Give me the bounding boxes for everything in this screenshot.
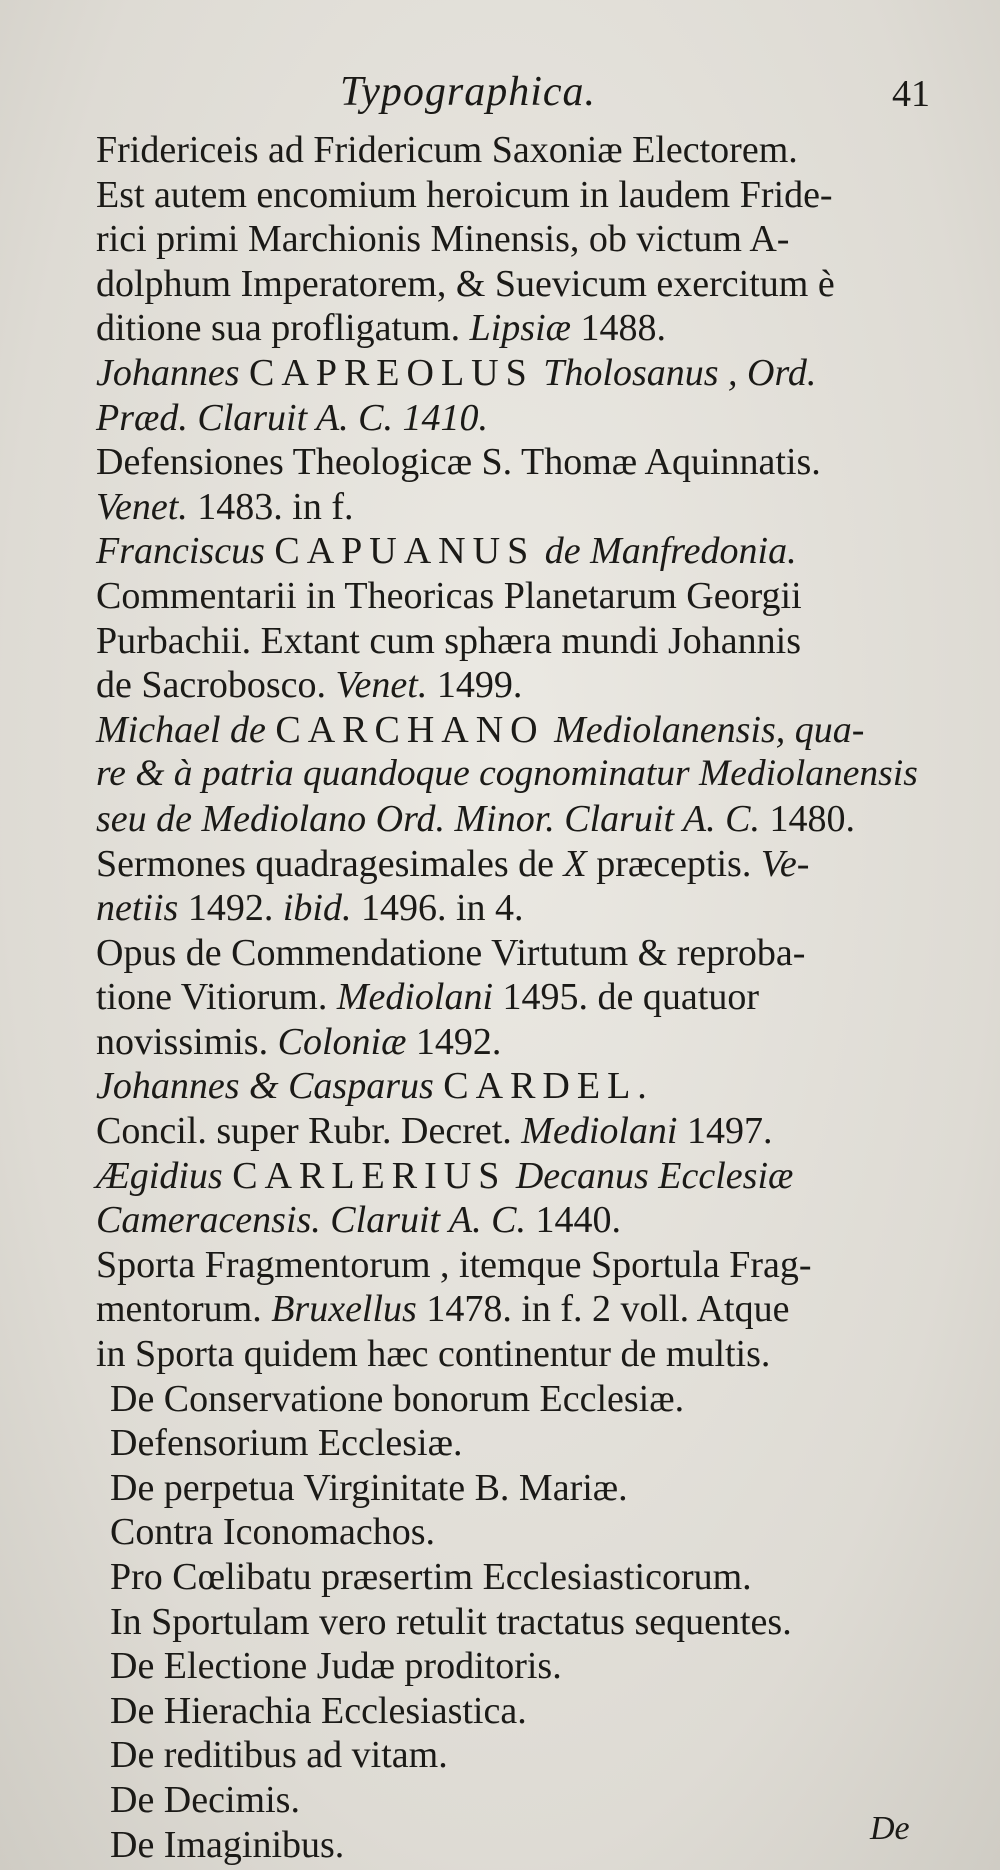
text-run: Pro Cœlibatu præsertim Ecclesiasticorum.: [110, 1556, 752, 1598]
text-run: tione Vitiorum.: [96, 976, 337, 1019]
catchword: De: [870, 1810, 910, 1847]
text-line: [96, 1377, 926, 1422]
text-run: In Sportulam vero retulit tractatus sequentes.: [110, 1600, 792, 1643]
text-line: [96, 1644, 926, 1689]
text-run: 1483. in f.: [187, 485, 354, 528]
text-line: [96, 128, 926, 173]
text-run: præceptis.: [586, 842, 761, 885]
text-run: 1480.: [759, 797, 855, 840]
text-line: [96, 217, 926, 262]
text-line: [96, 975, 926, 1020]
text-run: Mediolani: [521, 1110, 678, 1153]
text-run: in Sporta quidem hæc continentur de multis.: [96, 1333, 771, 1376]
text-run: 1499.: [427, 664, 523, 707]
text-run: Bruxellus: [271, 1288, 417, 1331]
author-name: CARLERIUS: [232, 1154, 507, 1197]
text-line: [96, 619, 926, 664]
text-run: mentorum.: [96, 1288, 272, 1331]
page-number: 41: [892, 73, 930, 115]
text-run: Mediolanensis, qua-: [544, 708, 865, 751]
text-run: Michael de: [96, 708, 276, 751]
text-run: X: [563, 842, 587, 885]
text-line: [96, 1823, 926, 1868]
text-run: Præd. Claruit A. C. 1410.: [96, 396, 489, 439]
text-run: Decanus Ecclesiæ: [506, 1154, 794, 1197]
text-run: Contra Iconomachos.: [110, 1511, 436, 1554]
text-line: [96, 842, 926, 887]
author-name: CAPUANUS: [274, 530, 536, 573]
text-line: [96, 708, 926, 753]
text-line: [96, 1287, 926, 1332]
text-line: [96, 1198, 926, 1243]
text-run: 1488.: [571, 307, 666, 350]
text-run: Defensorium Ecclesiæ.: [110, 1422, 463, 1465]
text-line: [96, 1332, 926, 1377]
text-run: 1496. in 4.: [351, 887, 524, 930]
author-name: CARDEL.: [443, 1065, 654, 1108]
text-line: [96, 1243, 926, 1288]
text-line: [96, 440, 926, 485]
text-run: ibid.: [282, 887, 352, 930]
text-run: Franciscus: [96, 530, 275, 573]
author-name: CAPREOLUS: [249, 351, 534, 394]
text-run: Ægidius: [96, 1154, 233, 1197]
text-run: dolphum Imperatorem, & Suevicum exercitum è: [96, 262, 835, 305]
text-run: De Conservatione bonorum Ecclesiæ.: [110, 1377, 685, 1420]
text-run: de Manfredonia.: [535, 530, 797, 573]
text-run: seu de Mediolano Ord. Minor. Claruit A. C.: [96, 797, 760, 840]
text-run: Sermones quadragesimales de: [96, 842, 564, 885]
text-line: [96, 797, 926, 842]
text-run: Venet.: [96, 485, 188, 528]
text-line: [96, 752, 926, 797]
text-line: [96, 1020, 926, 1065]
text-line: [96, 663, 926, 708]
text-run: 1497.: [677, 1110, 773, 1153]
text-line: [96, 529, 926, 574]
text-run: De Imaginibus.: [110, 1823, 345, 1866]
text-line: [96, 485, 926, 530]
text-run: Lipsiæ: [469, 307, 571, 350]
text-run: 1492.: [178, 887, 283, 930]
text-run: 1495. de quatuor: [493, 976, 759, 1019]
text-run: De perpetua Virginitate B. Mariæ.: [110, 1466, 628, 1509]
text-run: De reditibus ad vitam.: [110, 1734, 448, 1777]
text-line: [96, 1421, 926, 1466]
text-run: ditione sua profligatum.: [96, 307, 470, 350]
text-line: [96, 306, 926, 351]
text-line: [96, 396, 926, 441]
text-line: [96, 574, 926, 619]
page-header: [0, 62, 1000, 122]
text-line: [96, 1064, 926, 1109]
text-line: [96, 1689, 926, 1734]
text-run: De Electione Judæ proditoris.: [110, 1645, 562, 1688]
text-run: Sporta Fragmentorum , itemque Sportula Frag-: [96, 1243, 812, 1286]
text-line: [96, 1154, 926, 1199]
text-run: Coloniæ: [277, 1020, 407, 1063]
text-run: novissimis.: [96, 1020, 278, 1063]
text-run: de Sacrobosco.: [96, 664, 336, 707]
text-run: Mediolani: [336, 976, 494, 1019]
running-title: Typographica.: [340, 69, 597, 115]
text-line: [96, 1555, 926, 1600]
text-line: [96, 1109, 926, 1154]
text-line: [96, 886, 926, 931]
text-run: De Decimis.: [110, 1778, 300, 1821]
text-run: Venet.: [335, 664, 428, 707]
text-run: Concil. super Rubr. Decret.: [96, 1110, 522, 1153]
text-run: netiis: [96, 887, 179, 930]
text-run: 1492.: [406, 1020, 502, 1063]
text-run: Defensiones Theologicæ S. Thomæ Aquinnatis.: [96, 441, 821, 484]
text-run: De Hierachia Ecclesiastica.: [110, 1689, 527, 1732]
text-run: Cameracensis. Claruit A. C.: [96, 1199, 526, 1242]
text-run: Johannes & Casparus: [96, 1065, 444, 1108]
text-line: [96, 173, 926, 218]
text-run: Tholosanus , Ord.: [533, 351, 817, 394]
text-line: [96, 1466, 926, 1511]
text-run: 1478. in f. 2 voll. Atque: [416, 1288, 790, 1331]
text-run: Opus de Commendatione Virtutum & reproba-: [96, 931, 806, 974]
author-name: CARCHANO: [275, 708, 545, 751]
text-run: rici primi Marchionis Minensis, ob victum A-: [96, 218, 790, 261]
text-run: Ve-: [760, 842, 810, 885]
text-run: Johannes: [96, 351, 250, 394]
text-line: [96, 1510, 926, 1555]
text-line: [96, 1600, 926, 1645]
text-line: [96, 1778, 926, 1823]
text-run: Commentarii in Theoricas Planetarum Georgii: [96, 574, 802, 617]
text-run: Est autem encomium heroicum in laudem Fride-: [96, 173, 833, 216]
text-run: Purbachii. Extant cum sphæra mundi Johannis: [96, 619, 802, 662]
text-line: [96, 1733, 926, 1778]
text-run: re & à patria quandoque cognominatur Mediolanensis: [96, 753, 918, 795]
text-line: [96, 262, 926, 307]
body-text: [96, 128, 926, 1867]
text-line: [96, 931, 926, 976]
text-run: Fridericeis ad Fridericum Saxoniæ Electorem.: [96, 129, 798, 171]
text-line: [96, 351, 926, 396]
text-run: 1440.: [526, 1199, 621, 1242]
